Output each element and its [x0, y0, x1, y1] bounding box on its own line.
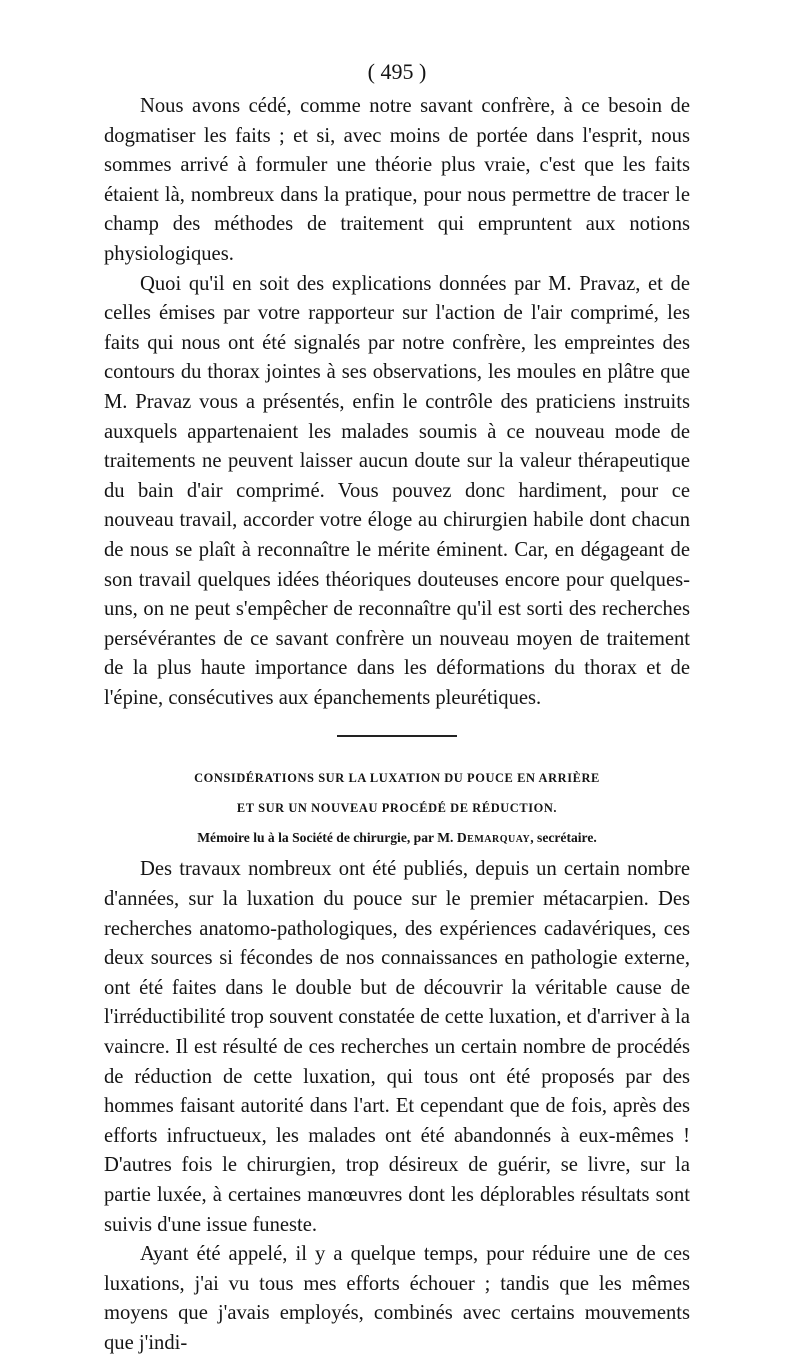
body-paragraph: Ayant été appelé, il y a quelque temps, pour réduire une de ces luxations, j'ai vu tous mes efforts échouer ; tandis que les mêmes moyens que j'avais employés, combinés avec certains mouvements que j'indi- [104, 1243, 690, 1354]
memoir-byline [104, 827, 690, 849]
byline-author: Demarquay [456, 830, 531, 846]
section-heading-line-1: CONSIDÉRATIONS SUR LA LUXATION DU POUCE EN ARRIÈRE [194, 771, 600, 786]
section-heading-line-2: ET SUR UN NOUVEAU PROCÉDÉ DE RÉDUCTION. [236, 801, 558, 816]
byline-prefix: Mémoire lu à la Société de chirurgie, par M. [197, 830, 457, 846]
section-divider [337, 735, 457, 737]
body-paragraph: Nous avons cédé, comme notre savant confrère, à ce besoin de dogmatiser les faits ; et si, avec moins de portée dans l'esprit, nous sommes arrivé à formuler une théorie plus vraie, c'est que les faits étaient là, nombreux dans la pratique, pour nous permettre de tracer le champ des méthodes de traitement qui empruntent aux notions physiologiques. [104, 95, 690, 265]
document-page [104, 58, 690, 1359]
body-paragraph: Des travaux nombreux ont été publiés, depuis un certain nombre d'années, sur la luxation du pouce sur le premier métacarpien. Des recherches anatomo-pathologiques, des expériences cadavériques, ces deux sources si fécondes de nos connaissances en pathologie externe, ont été faites dans le double but de découvrir la véritable cause de l'irréductibilité trop souvent constatée de cette luxation, et d'arriver à la vaincre. Il est résulté de ces recherches un certain nombre de procédés de réduction de cette luxation, qui tous ont été proposés par des hommes faisant autorité dans l'art. Et cependant que de fois, après des efforts infructueux, les malades ont été abandonnés à eux-mêmes ! D'autres fois le chirurgien, trop désireux de guérir, se livre, sur la partie luxée, à certaines manœuvres dont les déplorables résultats sont suivis d'une issue funeste. [104, 858, 690, 1236]
page-number: ( 495 ) [367, 59, 427, 84]
body-paragraph: Quoi qu'il en soit des explications données par M. Pravaz, et de celles émises par votre rapporteur sur l'action de l'air comprimé, les faits qui nous ont été signalés par notre confrère, les empreintes des contours du thorax jointes à ses observations, les moules en plâtre que M. Pravaz vous a présentés, enfin le contrôle des praticiens instruits auxquels appartenaient les malades soumis à ce nouveau mode de traitements ne peuvent laisser aucun doute sur la valeur thérapeutique du bain d'air comprimé. Vous pouvez donc hardiment, pour ce nouveau travail, accorder votre éloge au chirurgien habile dont chacun de nous se plaît à reconnaître le mérite éminent. Car, en dégageant de son travail quelques idées théoriques douteuses encore pour quelques-uns, on ne peut s'empêcher de reconnaître qu'il est sorti des recherches persévérantes de ce savant confrère un nouveau moyen de traitement de la plus haute importance dans les déformations du thorax et de l'épine, consécutives aux épanchements pleurétiques. [104, 272, 690, 709]
byline-suffix: , secrétaire. [530, 830, 597, 846]
